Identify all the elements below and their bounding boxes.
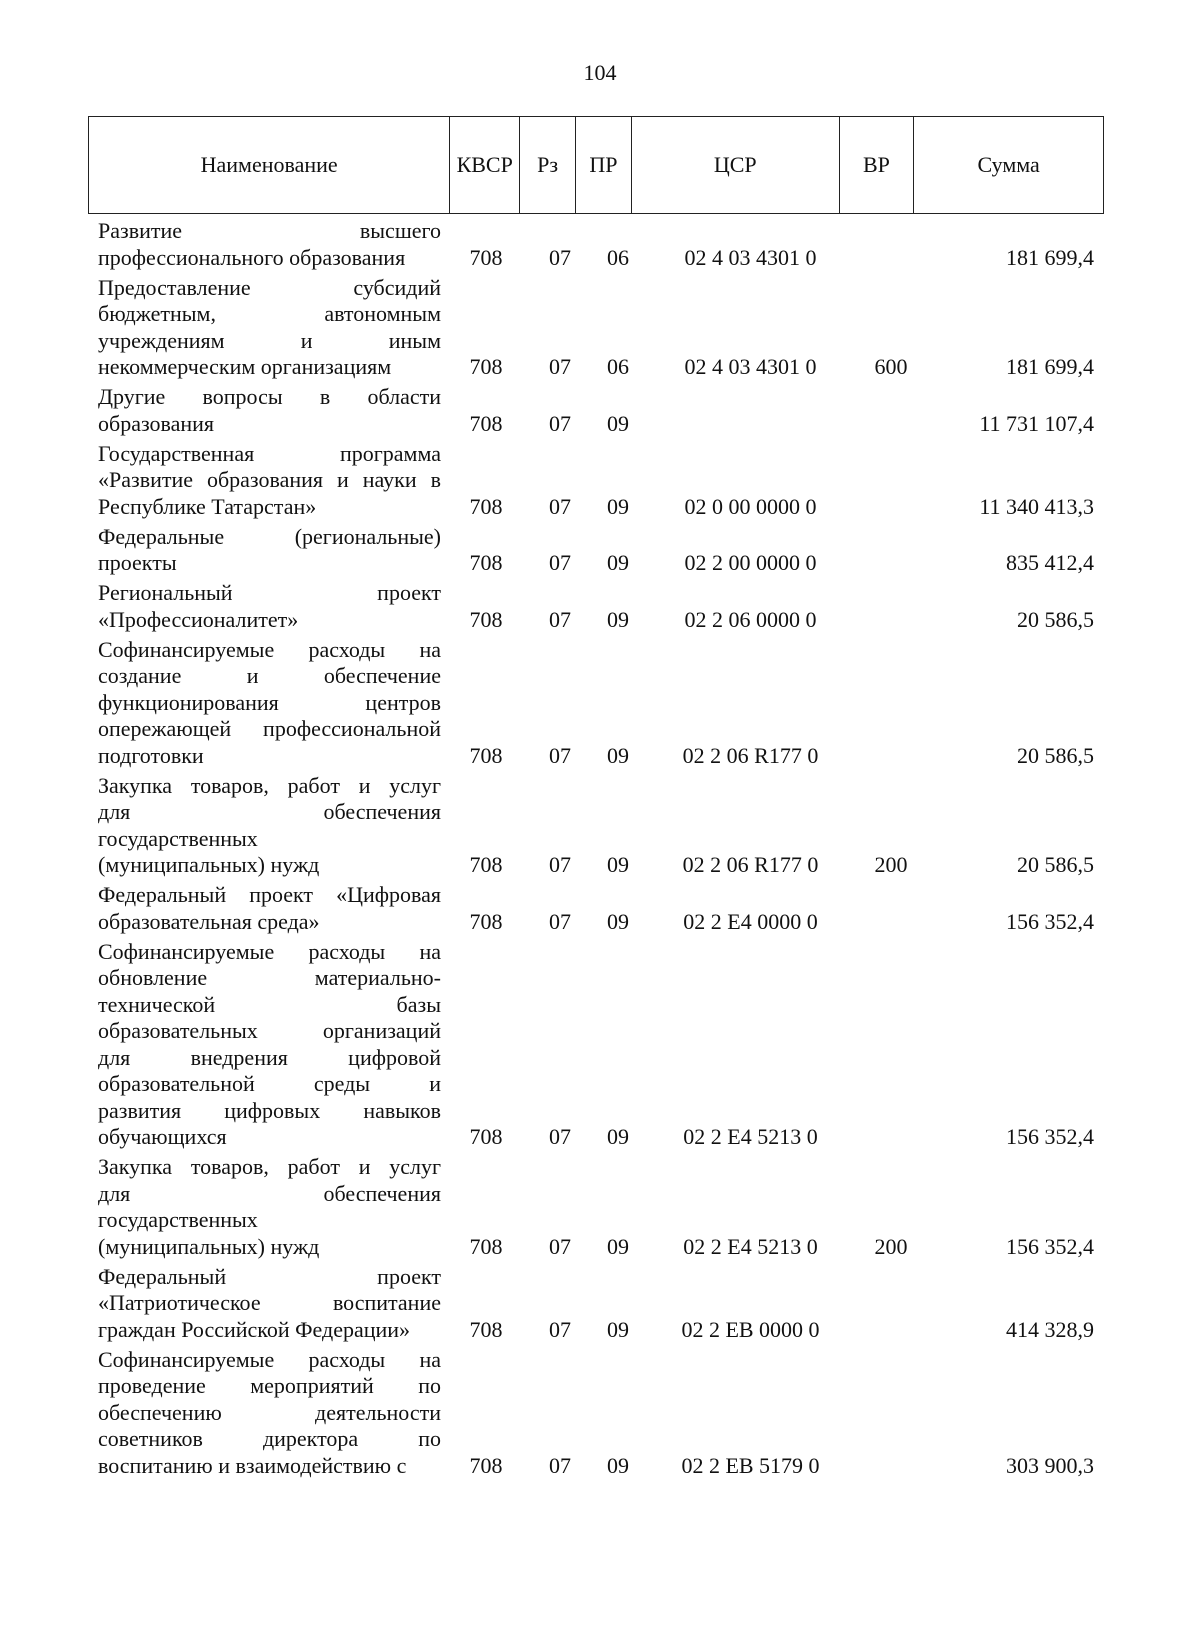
row-csr: 02 2 06 0000 0 bbox=[684, 606, 817, 632]
table-row bbox=[98, 939, 1098, 1151]
table-row bbox=[98, 275, 1098, 381]
page-number: 104 bbox=[583, 60, 617, 85]
row-name-line: Другие вопросы в области bbox=[98, 384, 441, 409]
header-vr: ВР bbox=[840, 117, 915, 213]
row-name bbox=[98, 773, 441, 879]
row-name-line: «Профессионалитет» bbox=[98, 606, 299, 632]
row-name-line: (муниципальных) нужд bbox=[98, 1233, 320, 1259]
row-name-line: Предоставление субсидий bbox=[98, 274, 441, 300]
row-sum: 11 340 413,3 bbox=[979, 493, 1094, 519]
row-name bbox=[98, 275, 441, 381]
row-name-line: для внедрения цифровой bbox=[98, 1044, 441, 1070]
row-name bbox=[98, 637, 441, 770]
row-sum: 156 352,4 bbox=[1006, 908, 1094, 934]
row-kvsr: 708 bbox=[469, 852, 503, 877]
row-kvsr: 708 bbox=[469, 244, 503, 270]
table-row bbox=[98, 441, 1098, 521]
row-kvsr: 708 bbox=[469, 606, 503, 632]
row-sum: 181 699,4 bbox=[1006, 244, 1094, 270]
row-vr: 600 bbox=[874, 354, 908, 379]
row-name bbox=[98, 882, 441, 935]
table-body bbox=[98, 218, 1098, 1483]
table-row bbox=[98, 384, 1098, 437]
row-rz: 07 bbox=[549, 410, 571, 436]
row-rz: 07 bbox=[549, 1124, 571, 1149]
table-row bbox=[98, 580, 1098, 633]
row-name bbox=[98, 1347, 441, 1480]
row-name-line: Софинансируемые расходы на bbox=[98, 636, 441, 662]
row-rz: 07 bbox=[549, 1452, 571, 1478]
row-name-line: некоммерческим организациям bbox=[98, 354, 392, 379]
row-name-line: подготовки bbox=[98, 742, 204, 768]
row-kvsr: 708 bbox=[469, 493, 503, 519]
row-csr: 02 2 EB 0000 0 bbox=[681, 1316, 820, 1342]
row-name-line: проведение мероприятий по bbox=[98, 1373, 441, 1398]
row-kvsr: 708 bbox=[469, 550, 503, 575]
row-name-line: «Патриотическое воспитание bbox=[98, 1290, 441, 1315]
header-rz: Рз bbox=[520, 117, 576, 213]
row-rz: 07 bbox=[549, 244, 571, 270]
row-pr: 09 bbox=[607, 493, 629, 519]
row-name-line: обновление материально- bbox=[98, 965, 441, 990]
row-pr: 09 bbox=[607, 1124, 629, 1149]
row-sum: 20 586,5 bbox=[1017, 742, 1094, 768]
row-csr: 02 2 E4 5213 0 bbox=[683, 1124, 818, 1149]
header-pr: ПР bbox=[576, 117, 632, 213]
table-row bbox=[98, 637, 1098, 770]
row-kvsr: 708 bbox=[469, 742, 503, 768]
row-name-line: Закупка товаров, работ и услуг bbox=[98, 1154, 441, 1179]
row-vr: 200 bbox=[874, 1233, 908, 1259]
row-sum: 20 586,5 bbox=[1017, 852, 1094, 877]
table-row bbox=[98, 1347, 1098, 1480]
row-kvsr: 708 bbox=[469, 410, 503, 436]
row-name-line: (муниципальных) нужд bbox=[98, 852, 320, 877]
row-name bbox=[98, 939, 441, 1151]
row-name bbox=[98, 384, 441, 437]
row-csr: 02 2 EB 5179 0 bbox=[681, 1452, 820, 1478]
row-rz: 07 bbox=[549, 742, 571, 768]
row-name-line: Федеральный проект bbox=[98, 1263, 441, 1289]
row-name-line: бюджетным, автономным bbox=[98, 301, 441, 326]
row-pr: 06 bbox=[607, 354, 629, 379]
row-name-line: развития цифровых навыков bbox=[98, 1097, 441, 1123]
row-name-line: «Развитие образования и науки в bbox=[98, 467, 441, 492]
row-name-line: профессионального образования bbox=[98, 244, 406, 270]
row-csr: 02 4 03 4301 0 bbox=[684, 354, 817, 379]
row-kvsr: 708 bbox=[469, 1452, 503, 1478]
row-kvsr: 708 bbox=[469, 1124, 503, 1149]
row-name-line: проекты bbox=[98, 550, 177, 575]
row-pr: 09 bbox=[607, 606, 629, 632]
row-pr: 09 bbox=[607, 550, 629, 575]
row-pr: 09 bbox=[607, 908, 629, 934]
row-csr: 02 2 06 R177 0 bbox=[682, 742, 819, 768]
row-vr: 200 bbox=[874, 852, 908, 877]
header-csr: ЦСР bbox=[632, 117, 840, 213]
row-name-line: Федеральный проект «Цифровая bbox=[98, 882, 441, 907]
row-name-line: обучающихся bbox=[98, 1124, 227, 1149]
table-row bbox=[98, 773, 1098, 879]
row-name bbox=[98, 1154, 441, 1260]
row-pr: 09 bbox=[607, 1316, 629, 1342]
table-row bbox=[98, 1264, 1098, 1344]
row-name-line: опережающей профессиональной bbox=[98, 716, 441, 741]
row-name-line: технической базы bbox=[98, 991, 441, 1017]
table-row bbox=[98, 1154, 1098, 1260]
row-name-line: учреждениям и иным bbox=[98, 327, 441, 353]
row-name bbox=[98, 441, 441, 521]
row-name-line: образования bbox=[98, 410, 215, 436]
header-name: Наименование bbox=[89, 117, 450, 213]
row-name-line: образовательная среда» bbox=[98, 908, 320, 934]
row-rz: 07 bbox=[549, 354, 571, 379]
row-name-line: Софинансируемые расходы на bbox=[98, 938, 441, 964]
row-name-line: Федеральные (региональные) bbox=[98, 523, 441, 549]
row-csr: 02 0 00 0000 0 bbox=[684, 493, 817, 519]
row-kvsr: 708 bbox=[469, 1316, 503, 1342]
row-name-line: Региональный проект bbox=[98, 580, 441, 605]
row-kvsr: 708 bbox=[469, 1233, 503, 1259]
row-sum: 156 352,4 bbox=[1006, 1233, 1094, 1259]
row-name-line: образовательных организаций bbox=[98, 1018, 441, 1043]
row-rz: 07 bbox=[549, 550, 571, 575]
row-csr: 02 2 00 0000 0 bbox=[684, 550, 817, 575]
row-pr: 09 bbox=[607, 410, 629, 436]
row-rz: 07 bbox=[549, 1316, 571, 1342]
row-name-line: советников директора по bbox=[98, 1426, 441, 1451]
row-name bbox=[98, 524, 441, 577]
row-name-line: обеспечению деятельности bbox=[98, 1399, 441, 1425]
row-sum: 414 328,9 bbox=[1006, 1316, 1094, 1342]
row-name-line: создание и обеспечение bbox=[98, 663, 441, 688]
row-name-line: Закупка товаров, работ и услуг bbox=[98, 772, 441, 798]
header-sum: Сумма bbox=[977, 152, 1040, 177]
row-csr: 02 4 03 4301 0 bbox=[684, 244, 817, 270]
row-rz: 07 bbox=[549, 493, 571, 519]
row-name-line: образовательной среды и bbox=[98, 1071, 441, 1096]
row-name-line: для обеспечения bbox=[98, 1180, 441, 1206]
row-sum: 11 731 107,4 bbox=[979, 410, 1094, 436]
row-rz: 07 bbox=[549, 1233, 571, 1259]
row-csr: 02 2 E4 0000 0 bbox=[683, 908, 818, 934]
row-name bbox=[98, 1264, 441, 1344]
row-sum: 835 412,4 bbox=[1006, 550, 1094, 575]
row-name-line: Развитие высшего bbox=[98, 218, 441, 243]
row-pr: 09 bbox=[607, 852, 629, 877]
row-rz: 07 bbox=[549, 908, 571, 934]
row-csr: 02 2 E4 5213 0 bbox=[683, 1233, 818, 1259]
row-name-line: Государственная программа bbox=[98, 440, 441, 466]
row-name-line: воспитанию и взаимодействию с bbox=[98, 1452, 407, 1478]
row-pr: 06 bbox=[607, 244, 629, 270]
row-name-line: функционирования центров bbox=[98, 689, 441, 715]
row-pr: 09 bbox=[607, 742, 629, 768]
row-sum: 303 900,3 bbox=[1006, 1452, 1094, 1478]
row-name-line: государственных bbox=[98, 1207, 258, 1232]
table-header bbox=[88, 116, 1104, 214]
row-sum: 20 586,5 bbox=[1017, 606, 1094, 632]
header-kvsr: КВСР bbox=[450, 117, 520, 213]
row-name-line: Софинансируемые расходы на bbox=[98, 1346, 441, 1372]
row-rz: 07 bbox=[549, 606, 571, 632]
row-name-line: граждан Российской Федерации» bbox=[98, 1316, 411, 1342]
row-sum: 156 352,4 bbox=[1006, 1124, 1094, 1149]
row-name-line: государственных bbox=[98, 825, 258, 851]
table-row bbox=[98, 218, 1098, 271]
table-row bbox=[98, 882, 1098, 935]
row-sum: 181 699,4 bbox=[1006, 354, 1094, 379]
row-name bbox=[98, 218, 441, 271]
row-kvsr: 708 bbox=[469, 354, 503, 379]
row-pr: 09 bbox=[607, 1452, 629, 1478]
table-row bbox=[98, 524, 1098, 577]
row-pr: 09 bbox=[607, 1233, 629, 1259]
row-name-line: Республике Татарстан» bbox=[98, 493, 317, 519]
row-name bbox=[98, 580, 441, 633]
row-csr: 02 2 06 R177 0 bbox=[682, 852, 819, 877]
row-name-line: для обеспечения bbox=[98, 799, 441, 824]
row-kvsr: 708 bbox=[469, 908, 503, 934]
row-rz: 07 bbox=[549, 852, 571, 877]
